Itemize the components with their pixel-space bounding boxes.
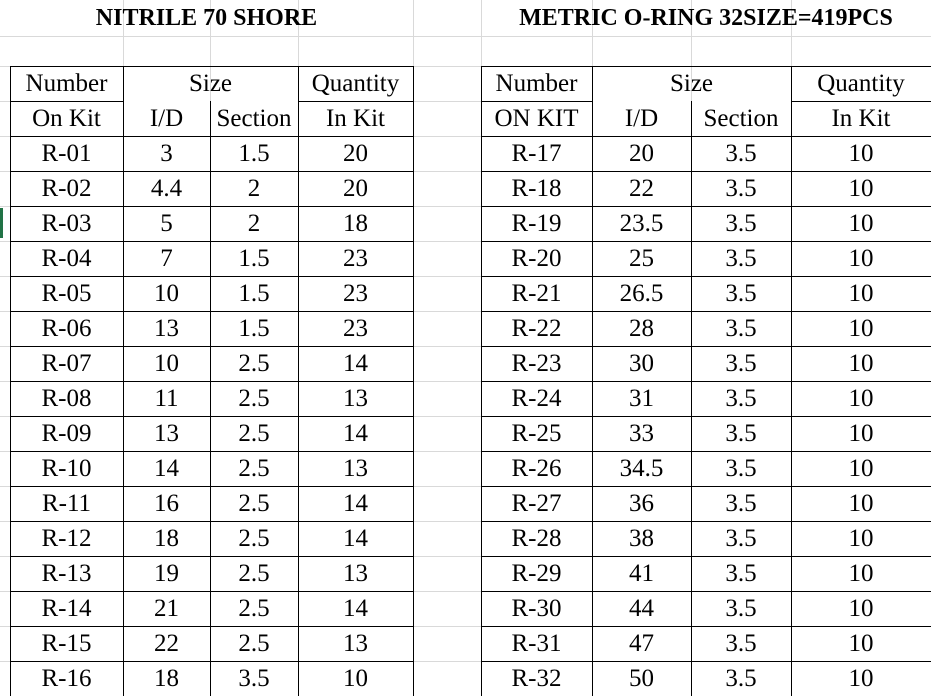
cell-number[interactable]: R-09	[41, 420, 92, 447]
cell-inner-diameter[interactable]: 13	[154, 315, 179, 342]
cell-inner-diameter[interactable]: 36	[629, 490, 654, 517]
cell-number[interactable]: R-17	[511, 140, 562, 167]
gridline-horizontal	[413, 451, 481, 452]
cell-quantity[interactable]: 10	[848, 630, 874, 657]
cell-section[interactable]: 3.5	[725, 210, 757, 237]
cell-inner-diameter[interactable]: 10	[154, 280, 179, 307]
gridline-horizontal	[413, 206, 481, 207]
cell-section[interactable]: 3.5	[725, 245, 757, 272]
cell-inner-diameter[interactable]: 14	[154, 455, 179, 482]
cell-number[interactable]: R-06	[41, 315, 92, 342]
cell-quantity[interactable]: 18	[343, 210, 368, 237]
cell-quantity[interactable]: 14	[343, 490, 368, 517]
gridline-horizontal	[413, 556, 481, 557]
cell-quantity[interactable]: 23	[343, 315, 368, 342]
gridline-horizontal	[413, 416, 481, 417]
header-number[interactable]: Number	[25, 70, 108, 97]
gridline-horizontal	[0, 521, 10, 522]
cell-inner-diameter[interactable]: 22	[629, 175, 654, 202]
cell-section[interactable]: 1.5	[238, 280, 270, 307]
cell-inner-diameter[interactable]: 18	[154, 665, 179, 692]
cell-section[interactable]: 3.5	[238, 665, 270, 692]
cell-number[interactable]: R-32	[511, 665, 562, 692]
cell-inner-diameter[interactable]: 10	[154, 350, 179, 377]
cell-number[interactable]: R-14	[41, 595, 92, 622]
cell-quantity[interactable]: 10	[848, 140, 874, 167]
cell-number[interactable]: R-21	[511, 280, 562, 307]
cell-inner-diameter[interactable]: 13	[154, 420, 179, 447]
gridline-horizontal	[0, 171, 10, 172]
cell-number[interactable]: R-05	[41, 280, 92, 307]
cell-inner-diameter[interactable]: 18	[154, 525, 179, 552]
table-title-metric[interactable]: METRIC O-RING 32SIZE=419PCS	[519, 5, 893, 31]
cell-section[interactable]: 3.5	[725, 175, 757, 202]
cell-section[interactable]: 3.5	[725, 140, 757, 167]
cell-quantity[interactable]: 10	[848, 350, 874, 377]
cell-number[interactable]: R-30	[511, 595, 562, 622]
gridline-horizontal	[413, 346, 481, 347]
cell-number[interactable]: R-26	[511, 455, 562, 482]
cell-inner-diameter[interactable]: 26.5	[619, 280, 664, 307]
header-number[interactable]: Number	[495, 70, 578, 97]
gridline-horizontal	[0, 136, 10, 137]
header-size[interactable]: Size	[669, 70, 714, 97]
table-title-nitrile[interactable]: NITRILE 70 SHORE	[95, 5, 318, 31]
cell-section[interactable]: 2.5	[238, 490, 270, 517]
cell-inner-diameter[interactable]: 22	[154, 630, 179, 657]
cell-quantity[interactable]: 10	[848, 560, 874, 587]
cell-number[interactable]: R-08	[41, 385, 92, 412]
cell-inner-diameter[interactable]: 44	[629, 595, 654, 622]
cell-number[interactable]: R-11	[41, 490, 92, 517]
cell-quantity[interactable]: 10	[848, 420, 874, 447]
cell-inner-diameter[interactable]: 30	[629, 350, 654, 377]
cell-section[interactable]: 3.5	[725, 630, 757, 657]
cell-number[interactable]: R-31	[511, 630, 562, 657]
header-size[interactable]: Size	[188, 70, 233, 97]
cell-quantity[interactable]: 23	[343, 245, 368, 272]
cell-number[interactable]: R-29	[511, 560, 562, 587]
gridline-horizontal	[413, 311, 481, 312]
header-on-kit[interactable]: On Kit	[32, 105, 101, 132]
gridline-horizontal	[413, 276, 481, 277]
cell-section[interactable]: 1.5	[238, 315, 270, 342]
cell-quantity[interactable]: 10	[848, 315, 874, 342]
cell-number[interactable]: R-19	[511, 210, 562, 237]
cell-number[interactable]: R-16	[41, 665, 92, 692]
cell-quantity[interactable]: 10	[848, 525, 874, 552]
cell-section[interactable]: 2.5	[238, 420, 270, 447]
cell-section[interactable]: 2	[247, 175, 261, 202]
cell-number[interactable]: R-20	[511, 245, 562, 272]
cell-quantity[interactable]: 13	[343, 385, 368, 412]
cell-section[interactable]: 3.5	[725, 665, 757, 692]
cell-inner-diameter[interactable]: 23.5	[619, 210, 664, 237]
cell-quantity[interactable]: 13	[343, 630, 368, 657]
cell-section[interactable]: 2.5	[238, 525, 270, 552]
gridline-horizontal	[413, 241, 481, 242]
gridline-horizontal	[0, 206, 10, 207]
cell-number[interactable]: R-10	[41, 455, 92, 482]
cell-inner-diameter[interactable]: 50	[629, 665, 654, 692]
gridline-horizontal	[0, 661, 10, 662]
cell-number[interactable]: R-24	[511, 385, 562, 412]
cell-inner-diameter[interactable]: 34.5	[619, 455, 664, 482]
cell-number[interactable]: R-02	[41, 175, 92, 202]
cell-quantity[interactable]: 10	[848, 385, 874, 412]
cell-inner-diameter[interactable]: 3	[160, 140, 173, 167]
header-inner-diameter[interactable]: I/D	[149, 105, 184, 132]
cell-quantity[interactable]: 23	[343, 280, 368, 307]
cell-quantity[interactable]: 13	[343, 455, 368, 482]
header-section[interactable]: Section	[703, 105, 779, 132]
cell-section[interactable]: 3.5	[725, 490, 757, 517]
header-inner-diameter[interactable]: I/D	[624, 105, 659, 132]
cell-section[interactable]: 3.5	[725, 350, 757, 377]
cell-inner-diameter[interactable]: 20	[629, 140, 654, 167]
cell-number[interactable]: R-23	[511, 350, 562, 377]
cell-inner-diameter[interactable]: 41	[629, 560, 654, 587]
cell-section[interactable]: 3.5	[725, 595, 757, 622]
cell-number[interactable]: R-13	[41, 560, 92, 587]
gridline-horizontal	[413, 136, 481, 137]
cell-inner-diameter[interactable]: 4.4	[150, 175, 183, 202]
cell-section[interactable]: 2.5	[238, 385, 270, 412]
gridline-horizontal	[413, 486, 481, 487]
cell-quantity[interactable]: 10	[848, 280, 874, 307]
gridline-horizontal	[0, 626, 10, 627]
cell-section[interactable]: 2.5	[238, 595, 270, 622]
gridline-horizontal	[0, 591, 10, 592]
gridline-horizontal	[0, 416, 10, 417]
cell-number[interactable]: R-22	[511, 315, 562, 342]
cell-quantity[interactable]: 10	[848, 455, 874, 482]
cell-quantity[interactable]: 14	[343, 420, 368, 447]
cell-section[interactable]: 3.5	[725, 385, 757, 412]
cell-number[interactable]: R-15	[41, 630, 92, 657]
cell-inner-diameter[interactable]: 31	[629, 385, 654, 412]
active-cell-marker	[0, 208, 3, 238]
gridline-horizontal	[0, 241, 10, 242]
gridline-horizontal	[0, 556, 10, 557]
gridline-horizontal	[0, 346, 10, 347]
cell-inner-diameter[interactable]: 28	[629, 315, 654, 342]
cell-section[interactable]: 2	[247, 210, 261, 237]
gridline-horizontal	[413, 661, 481, 662]
cell-quantity[interactable]: 13	[343, 560, 368, 587]
cell-quantity[interactable]: 10	[848, 665, 874, 692]
cell-number[interactable]: R-01	[41, 140, 92, 167]
cell-inner-diameter[interactable]: 7	[160, 245, 173, 272]
header-quantity[interactable]: Quantity	[311, 70, 400, 97]
cell-section[interactable]: 3.5	[725, 455, 757, 482]
cell-inner-diameter[interactable]: 16	[154, 490, 179, 517]
cell-quantity[interactable]: 10	[848, 595, 874, 622]
cell-inner-diameter[interactable]: 19	[154, 560, 179, 587]
cell-quantity[interactable]: 14	[343, 350, 368, 377]
cell-section[interactable]: 3.5	[725, 560, 757, 587]
cell-number[interactable]: R-27	[511, 490, 562, 517]
cell-section[interactable]: 3.5	[725, 525, 757, 552]
header-on-kit[interactable]: ON KIT	[494, 105, 579, 132]
gridline-horizontal	[413, 521, 481, 522]
cell-section[interactable]: 1.5	[238, 245, 270, 272]
cell-quantity[interactable]: 10	[848, 210, 874, 237]
gridline-horizontal	[0, 486, 10, 487]
cell-inner-diameter[interactable]: 47	[629, 630, 654, 657]
cell-section[interactable]: 2.5	[238, 560, 270, 587]
cell-quantity[interactable]: 20	[343, 175, 368, 202]
gridline-horizontal	[0, 36, 931, 37]
gridline-horizontal	[413, 381, 481, 382]
cell-section[interactable]: 3.5	[725, 280, 757, 307]
cell-inner-diameter[interactable]: 21	[154, 595, 179, 622]
table-border	[413, 66, 414, 696]
cell-section[interactable]: 2.5	[238, 630, 270, 657]
gridline-horizontal	[413, 591, 481, 592]
cell-number[interactable]: R-25	[511, 420, 562, 447]
cell-number[interactable]: R-28	[511, 525, 562, 552]
cell-inner-diameter[interactable]: 38	[629, 525, 654, 552]
cell-inner-diameter[interactable]: 11	[154, 385, 179, 412]
cell-number[interactable]: R-04	[41, 245, 92, 272]
cell-quantity[interactable]: 20	[343, 140, 368, 167]
cell-number[interactable]: R-07	[41, 350, 92, 377]
cell-number[interactable]: R-03	[41, 210, 92, 237]
cell-quantity[interactable]: 14	[343, 595, 368, 622]
cell-number[interactable]: R-12	[41, 525, 92, 552]
cell-section[interactable]: 3.5	[725, 315, 757, 342]
gridline-horizontal	[0, 101, 10, 102]
header-quantity[interactable]: Quantity	[817, 70, 905, 97]
gridline-horizontal	[413, 626, 481, 627]
cell-section[interactable]: 1.5	[238, 140, 270, 167]
gridline-horizontal	[413, 171, 481, 172]
cell-quantity[interactable]: 10	[343, 665, 368, 692]
header-section[interactable]: Section	[216, 105, 292, 132]
header-in-kit[interactable]: In Kit	[325, 105, 386, 132]
cell-quantity[interactable]: 14	[343, 525, 368, 552]
gridline-horizontal	[413, 101, 481, 102]
cell-section[interactable]: 2.5	[238, 350, 270, 377]
cell-quantity[interactable]: 10	[848, 175, 874, 202]
cell-inner-diameter[interactable]: 33	[629, 420, 654, 447]
cell-quantity[interactable]: 10	[848, 490, 874, 517]
cell-inner-diameter[interactable]: 5	[160, 210, 173, 237]
cell-number[interactable]: R-18	[511, 175, 562, 202]
cell-section[interactable]: 3.5	[725, 420, 757, 447]
gridline-horizontal	[0, 276, 10, 277]
cell-section[interactable]: 2.5	[238, 455, 270, 482]
cell-quantity[interactable]: 10	[848, 245, 874, 272]
gridline-horizontal	[0, 311, 10, 312]
gridline-horizontal	[0, 451, 10, 452]
cell-inner-diameter[interactable]: 25	[629, 245, 654, 272]
header-in-kit[interactable]: In Kit	[831, 105, 891, 132]
gridline-horizontal	[0, 381, 10, 382]
